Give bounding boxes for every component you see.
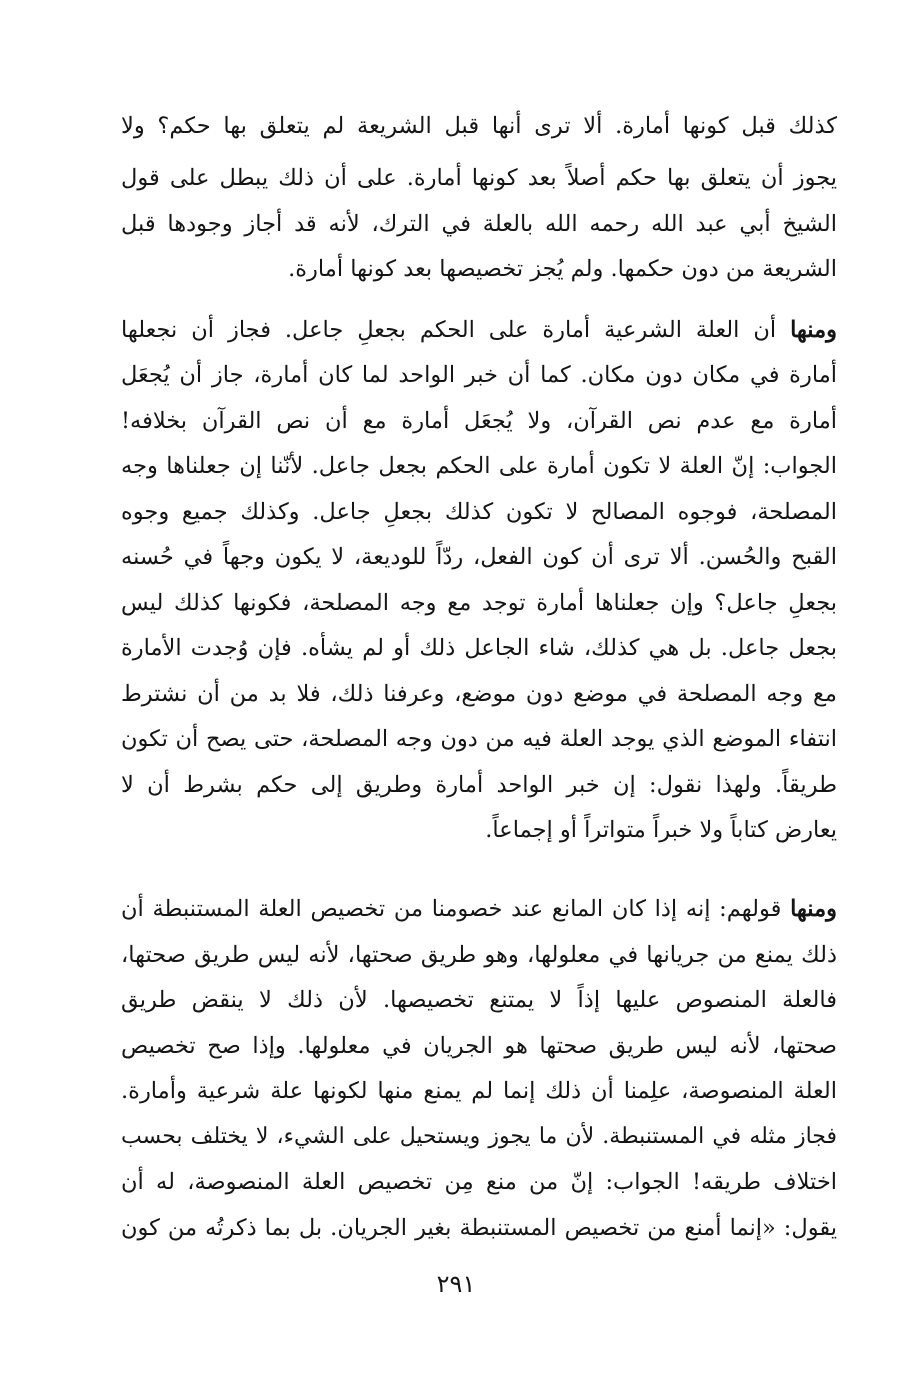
paragraph-3-first-line (121, 889, 837, 929)
text-line: القبح والحُسن. ألا ترى أن كون الفعل، ردّاً للوديعة، لا يكون وجهاً في حُسنه (121, 544, 837, 570)
text-line: كذلك قبل كونها أمارة. ألا ترى أنها قبل الشريعة لم يتعلق بها حكم؟ ولا (121, 113, 837, 139)
text-line: الجواب: إنّ العلة لا تكون أمارة على الحكم بجعل جاعل. لأنّنا إن جعلناها وجه (121, 453, 837, 479)
text-line: أمارة مع عدم نص القرآن، ولا يُجعَل أمارة مع أن نص القرآن بخلافه! (121, 408, 837, 434)
text-line: يقول: «إنما أمنع من تخصيص المستنبطة بغير الجريان. بل بما ذكرتُه من كون (121, 1215, 837, 1241)
text-line-rest: قولهم: إنه إذا كان المانع عند خصومنا من تخصيص العلة المستنبطة أن (121, 896, 791, 922)
text-line: اختلاف طريقه! الجواب: إنّ من منع مِن تخصيص العلة المنصوصة، له أن (121, 1169, 837, 1195)
text-line: طريقاً. ولهذا نقول: إن خبر الواحد أمارة وطريق إلى حكم بشرط أن لا (121, 772, 837, 798)
text-line: صحتها، لأنه ليس طريق صحتها هو الجريان في معلولها. وإذا صح تخصيص (121, 1033, 837, 1059)
text-line: الشريعة من دون حكمها. ولم يُجز تخصيصها بعد كونها أمارة. (288, 256, 837, 282)
text-line: مع وجه المصلحة في موضع دون موضع، وعرفنا ذلك، فلا بد من أن نشترط (121, 681, 837, 707)
text-line: فجاز مثله في المستنبطة. لأن ما يجوز ويستحيل على الشيء، لا يختلف بحسب (121, 1124, 837, 1149)
text-line: العلة المنصوصة، علِمنا أن ذلك إنما لم يمنع منها لكونها علة شرعية وأمارة. (121, 1078, 837, 1104)
text-line: فالعلة المنصوص عليها إذاً لا يمتنع تخصيصها. لأن ذلك لا ينقض طريق (121, 987, 837, 1013)
text-line: انتفاء الموضع الذي يوجد العلة فيه من دون وجه المصلحة، حتى يصح أن تكون (121, 726, 837, 752)
text-line: بجعل جاعل. بل هي كذلك، شاء الجاعل ذلك أو لم يشأه. فإن وُجدت الأمارة (121, 635, 837, 661)
paragraph-2-first-line (121, 310, 837, 350)
text-line-rest: أن العلة الشرعية أمارة على الحكم بجعلِ جاعل. فجاز أن نجعلها (121, 317, 791, 343)
page-number: ٢٩١ (436, 1270, 476, 1298)
text-line: أمارة في مكان دون مكان. كما أن خبر الواحد لما كان أمارة، جاز أن يُجعَل (121, 362, 837, 388)
text-line: ذلك يمنع من جريانها في معلولها، وهو طريق صحتها، لأنه ليس طريق صحتها، (121, 942, 837, 968)
text-line: الشيخ أبي عبد الله رحمه الله بالعلة في الترك، لأنه قد أجاز وجودها قبل (121, 211, 837, 237)
text-line: المصلحة، فوجوه المصالح لا تكون كذلك بجعلِ جاعل. وكذلك جميع وجوه (121, 499, 837, 525)
paragraph-lead-word: ومنها (790, 317, 837, 343)
paragraph-lead-word: ومنها (790, 896, 837, 922)
text-line: يعارض كتاباً ولا خبراً متواتراً أو إجماعاً. (485, 817, 837, 843)
text-line: يجوز أن يتعلق بها حكم أصلاً بعد كونها أمارة. على أن ذلك يبطل على قول (121, 165, 837, 191)
text-line: بجعلِ جاعل؟ وإن جعلناها أمارة توجد مع وجه المصلحة، فكونها كذلك ليس (121, 590, 837, 616)
